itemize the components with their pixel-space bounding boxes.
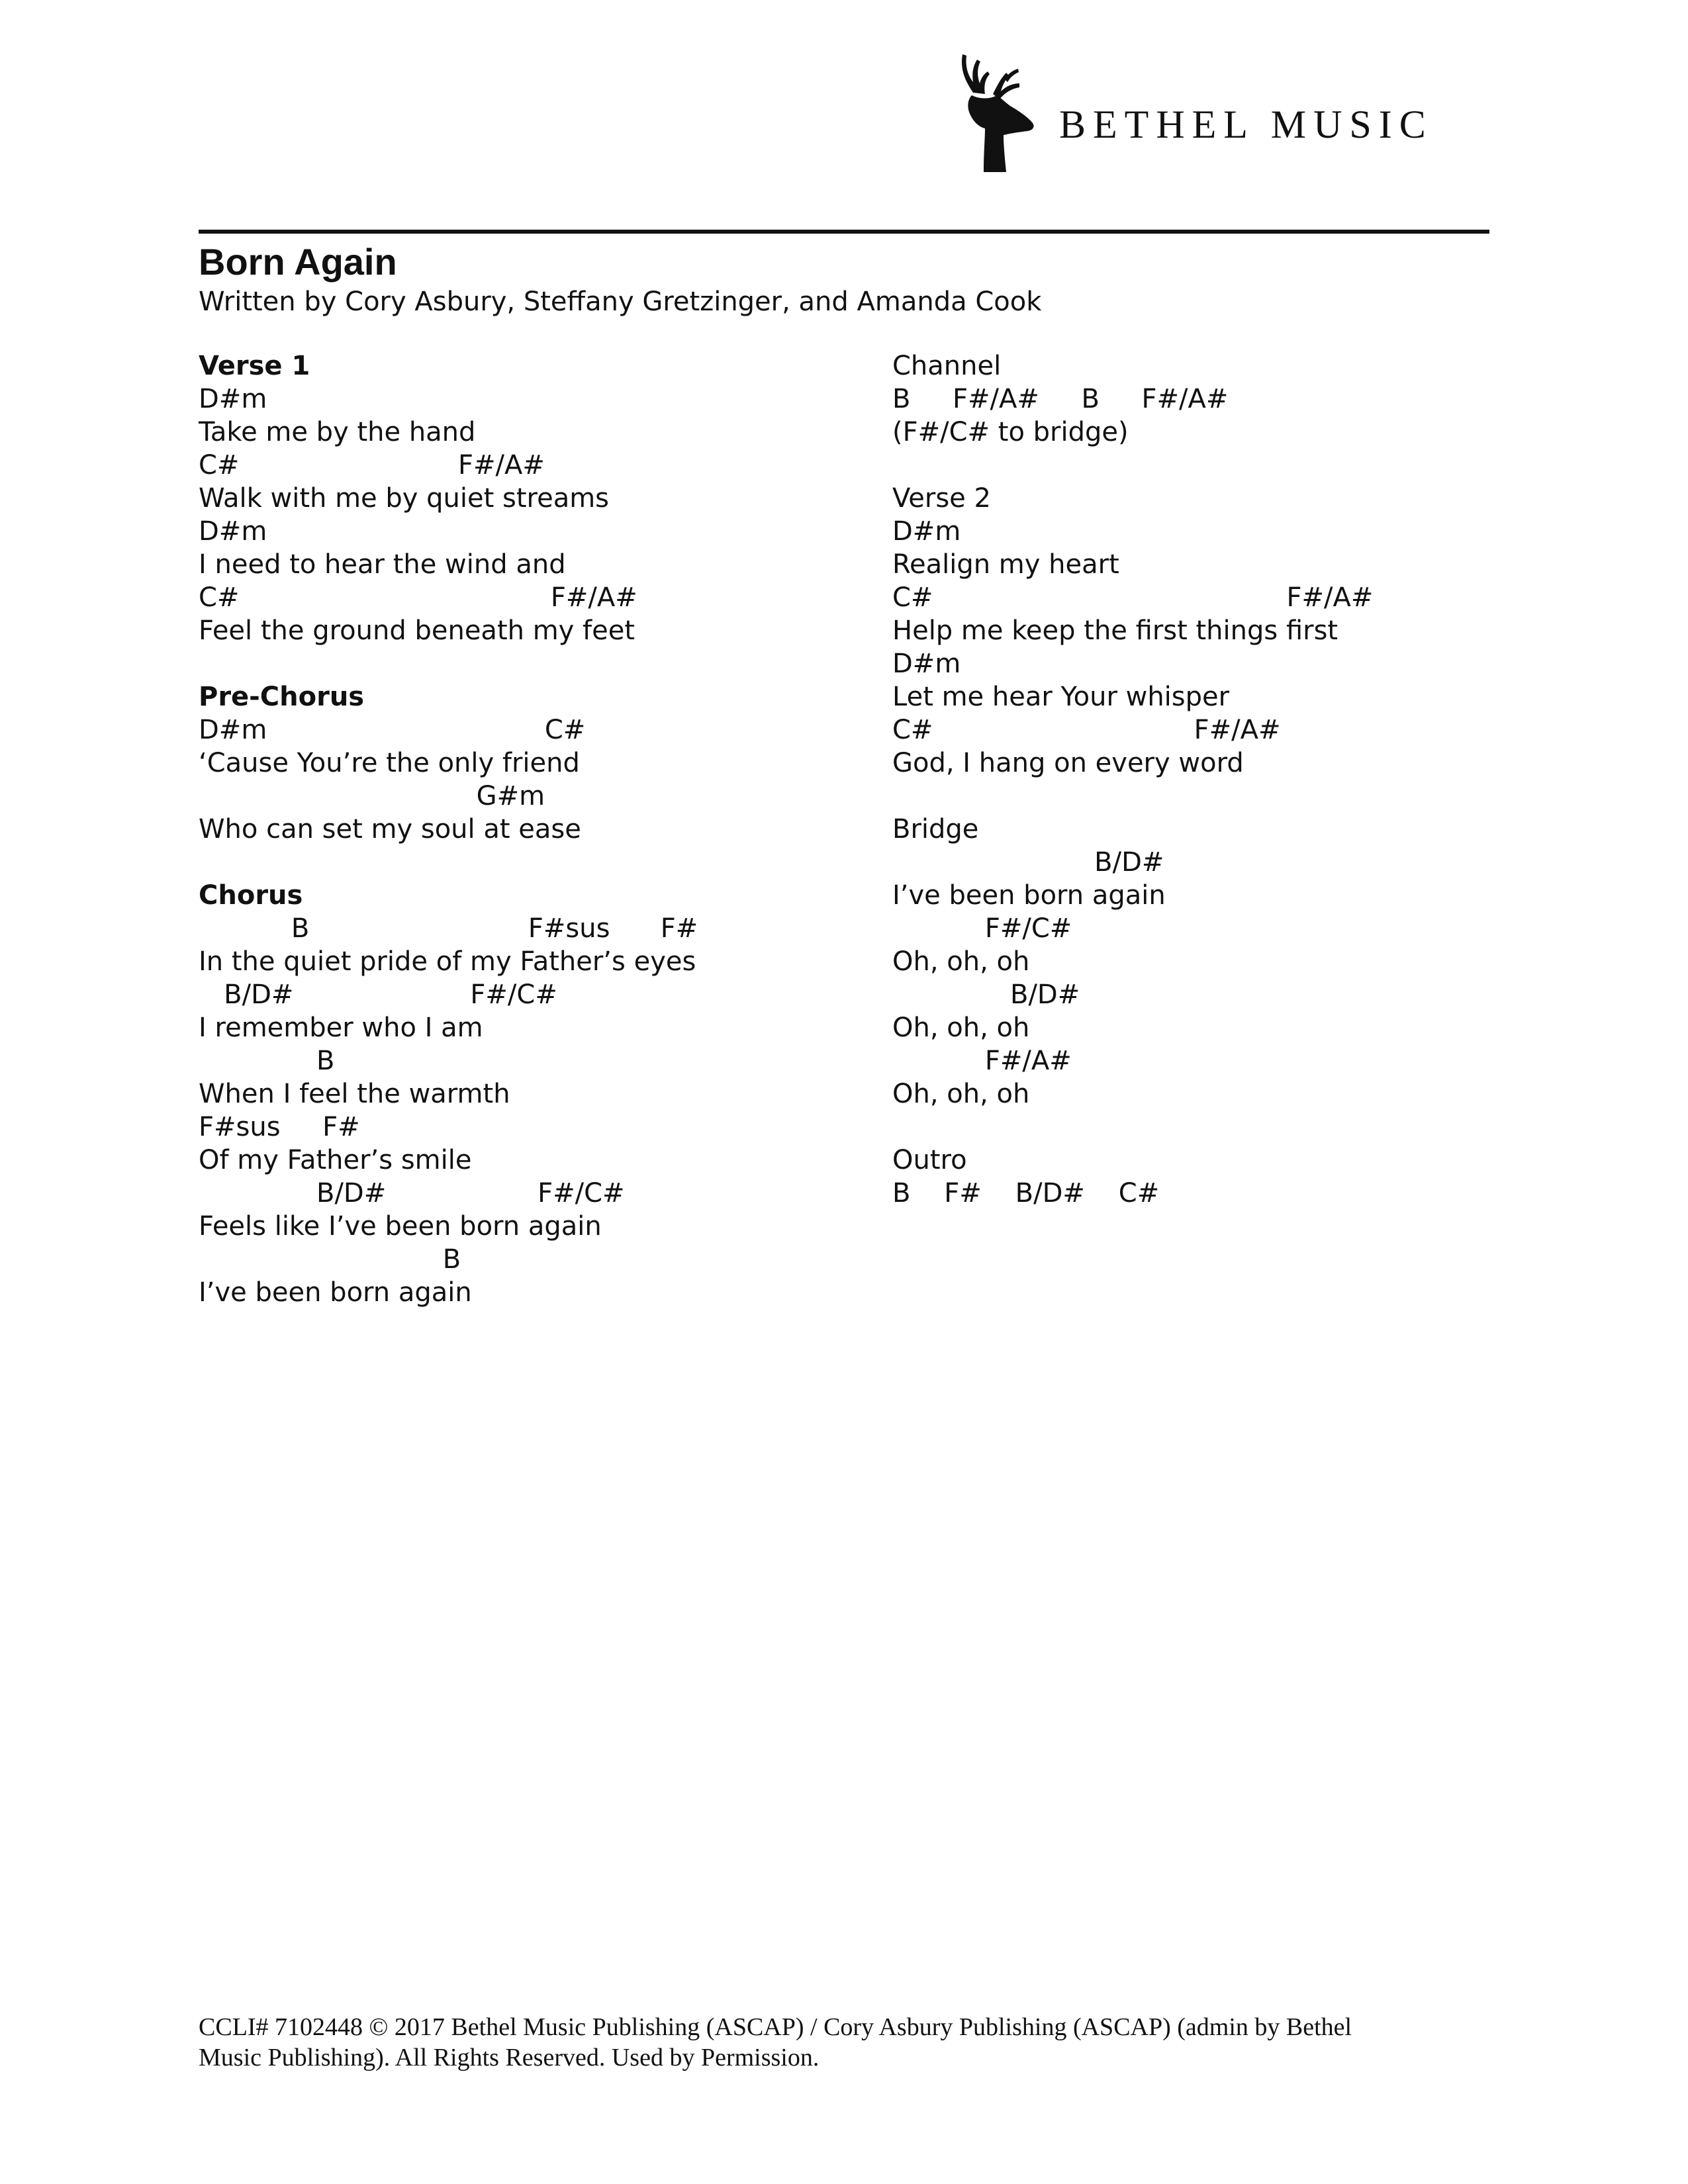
lyric-or-chord-line: B bbox=[199, 1046, 335, 1076]
song-credits: Written by Cory Asbury, Steffany Gretzinger, and Amanda Cook bbox=[199, 287, 1042, 317]
lyric-or-chord-line: B/D# F#/C# bbox=[199, 979, 557, 1010]
lyric-or-chord-line: Oh, oh, oh bbox=[892, 1079, 1030, 1109]
section-heading: Chorus bbox=[199, 880, 303, 911]
copyright-line-2: Music Publishing). All Rights Reserved. Used by Permission. bbox=[199, 2044, 820, 2071]
lyric-or-chord-line: B/D# bbox=[892, 979, 1080, 1010]
right-column bbox=[892, 349, 1488, 1243]
lyric-or-chord-line: Feels like I’ve been born again bbox=[199, 1211, 602, 1242]
lyric-or-chord-line: G#m bbox=[199, 781, 545, 811]
bethel-music-logo bbox=[953, 46, 1470, 179]
lyric-or-chord-line: B/D# bbox=[892, 847, 1164, 878]
lyric-or-chord-line: Help me keep the first things first bbox=[892, 615, 1338, 646]
lyric-or-chord-line: D#m bbox=[199, 384, 267, 414]
song-section bbox=[199, 680, 861, 846]
section-heading: Channel bbox=[892, 351, 1002, 381]
song-section bbox=[892, 1144, 1488, 1210]
stag-head-icon bbox=[953, 46, 1039, 179]
section-heading: Verse 2 bbox=[892, 483, 991, 514]
lyric-or-chord-line: I’ve been born again bbox=[892, 880, 1166, 911]
lyric-or-chord-line: B F#/A# B F#/A# bbox=[892, 384, 1229, 414]
lyric-or-chord-line: D#m bbox=[199, 516, 267, 547]
song-section bbox=[199, 879, 861, 1309]
lyric-or-chord-line: C# F#/A# bbox=[892, 582, 1374, 613]
song-title: Born Again bbox=[199, 241, 397, 283]
section-heading: Pre-Chorus bbox=[199, 682, 365, 712]
lyric-or-chord-line: I remember who I am bbox=[199, 1013, 483, 1043]
lyric-or-chord-line: Who can set my soul at ease bbox=[199, 814, 581, 844]
section-heading: Verse 1 bbox=[199, 351, 310, 381]
lyric-or-chord-line: C# F#/A# bbox=[199, 450, 545, 480]
lyric-or-chord-line: I’ve been born again bbox=[199, 1277, 472, 1308]
lyric-or-chord-line: D#m bbox=[892, 516, 961, 547]
song-section bbox=[892, 813, 1488, 1111]
lyric-or-chord-line: Take me by the hand bbox=[199, 417, 476, 447]
lyric-or-chord-line: C# F#/A# bbox=[199, 582, 637, 613]
lyric-or-chord-line: B F#sus F# bbox=[199, 913, 698, 944]
lyric-or-chord-line: B F# B/D# C# bbox=[892, 1178, 1160, 1208]
lyric-or-chord-line: Of my Father’s smile bbox=[199, 1145, 472, 1175]
copyright-footer bbox=[199, 2012, 1489, 2073]
lyric-or-chord-line: C# F#/A# bbox=[892, 715, 1281, 745]
lyric-or-chord-line: Feel the ground beneath my feet bbox=[199, 615, 635, 646]
header-divider bbox=[199, 230, 1489, 234]
left-column bbox=[199, 349, 861, 1342]
copyright-line-1: CCLI# 7102448 © 2017 Bethel Music Publishing (ASCAP) / Cory Asbury Publishing (ASCAP) (admin by Bethel bbox=[199, 2013, 1352, 2041]
section-heading: Bridge bbox=[892, 814, 979, 844]
lyric-or-chord-line: D#m C# bbox=[199, 715, 586, 745]
song-section bbox=[199, 349, 861, 647]
lyric-or-chord-line: D#m bbox=[892, 649, 961, 679]
lyric-or-chord-line: F#/A# bbox=[892, 1046, 1072, 1076]
lyric-or-chord-line: ‘Cause You’re the only friend bbox=[199, 748, 580, 778]
section-heading: Outro bbox=[892, 1145, 967, 1175]
lyric-or-chord-line: Walk with me by quiet streams bbox=[199, 483, 610, 514]
lyric-or-chord-line: I need to hear the wind and bbox=[199, 549, 566, 580]
lyric-or-chord-line: Let me hear Your whisper bbox=[892, 682, 1230, 712]
lyric-or-chord-line: B/D# F#/C# bbox=[199, 1178, 625, 1208]
lyric-or-chord-line: When I feel the warmth bbox=[199, 1079, 510, 1109]
lyric-or-chord-line: In the quiet pride of my Father’s eyes bbox=[199, 946, 696, 977]
lyric-or-chord-line: F#/C# bbox=[892, 913, 1072, 944]
lyric-or-chord-line: God, I hang on every word bbox=[892, 748, 1244, 778]
song-section bbox=[892, 349, 1488, 449]
lyric-or-chord-line: Oh, oh, oh bbox=[892, 946, 1030, 977]
lyric-or-chord-line: (F#/C# to bridge) bbox=[892, 417, 1129, 447]
lyric-or-chord-line: F#sus F# bbox=[199, 1112, 360, 1142]
lyric-or-chord-line: Realign my heart bbox=[892, 549, 1119, 580]
logo-wordmark: BETHEL MUSIC bbox=[1059, 103, 1433, 146]
lyric-or-chord-line: B bbox=[199, 1244, 461, 1275]
lyric-or-chord-line: Oh, oh, oh bbox=[892, 1013, 1030, 1043]
song-section bbox=[892, 482, 1488, 780]
